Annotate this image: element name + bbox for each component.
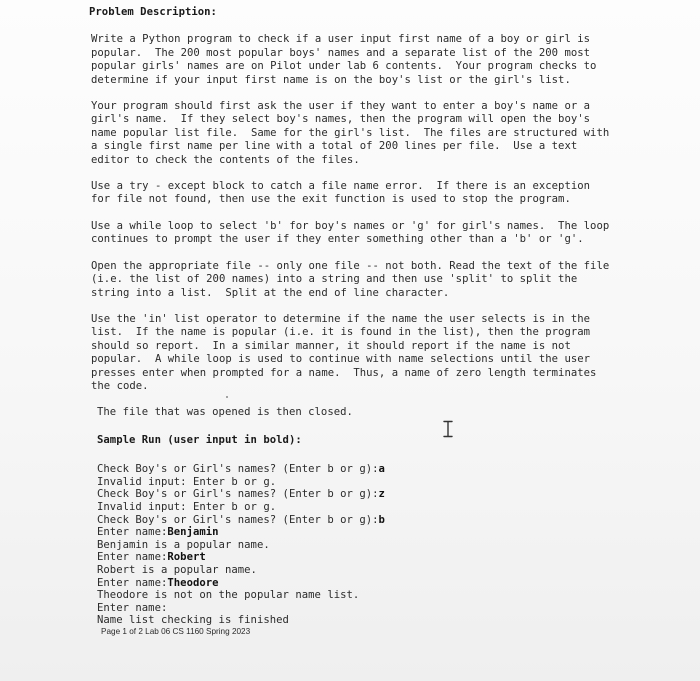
problem-description-heading: Problem Description: bbox=[89, 6, 217, 18]
paragraph-line: Open the appropriate file -- only one file -- not both. Read the text of the file bbox=[91, 259, 610, 272]
paragraph-line: Use the 'in' list operator to determine if the name the user selects is in the bbox=[91, 312, 591, 325]
paragraph bbox=[91, 260, 669, 300]
prompt-text: Theodore is not on the popular name list. bbox=[97, 589, 360, 602]
paragraph-line: list. If the name is popular (i.e. it is found in the list), then the program bbox=[91, 326, 591, 339]
stray-dot bbox=[226, 396, 228, 398]
prompt-text: Check Boy's or Girl's names? (Enter b or g): bbox=[97, 513, 379, 526]
paragraph-line: editor to check the contents of the files. bbox=[91, 153, 360, 166]
user-input-text: Robert bbox=[167, 551, 206, 564]
paragraph-line: for file not found, then use the exit function is used to stop the program. bbox=[91, 193, 571, 206]
user-input-text: z bbox=[378, 488, 385, 501]
prompt-text: Check Boy's or Girl's names? (Enter b or g): bbox=[97, 488, 379, 501]
user-input-text: b bbox=[378, 513, 385, 526]
paragraph bbox=[91, 220, 669, 247]
sample-run-line bbox=[97, 564, 669, 577]
sample-run-line bbox=[97, 488, 669, 501]
paragraph-line: string into a list. Split at the end of line character. bbox=[91, 286, 450, 299]
prompt-text: Enter name: bbox=[97, 601, 168, 614]
paragraph-line: continues to prompt the user if they enter something other than a 'b' or 'g'. bbox=[91, 233, 584, 246]
prompt-text: Check Boy's or Girl's names? (Enter b or g): bbox=[97, 463, 379, 476]
paragraph-line: Use a try - except block to catch a file name error. If there is an exception bbox=[91, 180, 591, 193]
sample-run-line bbox=[97, 476, 669, 489]
sample-run-line bbox=[97, 463, 669, 476]
text-cursor-icon bbox=[441, 420, 455, 438]
user-input-text: Theodore bbox=[167, 576, 219, 589]
sample-run bbox=[97, 463, 669, 627]
sample-run-heading: Sample Run (user input in bold): bbox=[97, 433, 302, 446]
paragraphs bbox=[89, 33, 669, 393]
prompt-text: Name list checking is finished bbox=[97, 614, 289, 627]
paragraph-line: determine if your input first name is on the boy's list or the girl's list. bbox=[91, 73, 571, 86]
document-body bbox=[89, 6, 669, 627]
sample-run-line bbox=[97, 514, 669, 527]
sample-run-line bbox=[97, 551, 669, 564]
prompt-text: Invalid input: Enter b or g. bbox=[97, 475, 277, 488]
paragraph-line: name popular list file. Same for the girl's list. The files are structured with bbox=[91, 126, 610, 139]
prompt-text: Enter name: bbox=[97, 551, 168, 564]
user-input-text: Benjamin bbox=[167, 526, 219, 539]
prompt-text: Invalid input: Enter b or g. bbox=[97, 500, 277, 513]
prompt-text: Benjamin is a popular name. bbox=[97, 538, 270, 551]
page-footer: Page 1 of 2 Lab 06 CS 1160 Spring 2023 bbox=[101, 627, 251, 636]
paragraph-line: popular girls' names are on Pilot under lab 6 contents. Your program checks to bbox=[91, 60, 597, 73]
paragraph-line: Write a Python program to check if a user input first name of a boy or girl is bbox=[91, 33, 591, 46]
sample-run-line bbox=[97, 614, 669, 627]
user-input-text: a bbox=[378, 463, 385, 476]
closing-line: The file that was opened is then closed. bbox=[97, 406, 353, 419]
prompt-text: Robert is a popular name. bbox=[97, 563, 257, 576]
sample-run-line bbox=[97, 602, 669, 615]
paragraph-line: a single first name per line with a total of 200 lines per file. Use a text bbox=[91, 140, 578, 153]
sample-run-line bbox=[97, 539, 669, 552]
paragraph-line: popular. A while loop is used to continue with name selections until the user bbox=[91, 353, 591, 366]
sample-run-line bbox=[97, 501, 669, 514]
sample-run-line bbox=[97, 526, 669, 539]
paragraph-line: should so report. In a similar manner, it should report if the name is not bbox=[91, 339, 571, 352]
sample-run-line bbox=[97, 589, 669, 602]
paragraph-line: popular. The 200 most popular boys' names and a separate list of the 200 most bbox=[91, 46, 591, 59]
paragraph-line: Your program should first ask the user if they want to enter a boy's name or a bbox=[91, 100, 591, 113]
paragraph bbox=[91, 33, 669, 87]
prompt-text: Enter name: bbox=[97, 526, 168, 539]
sample-run-line bbox=[97, 577, 669, 590]
paragraph-line: Use a while loop to select 'b' for boy's names or 'g' for girl's names. The loop bbox=[91, 219, 610, 232]
paragraph bbox=[91, 100, 669, 167]
paragraph-line: the code. bbox=[91, 379, 149, 392]
paragraph-line: girl's name. If they select boy's names, then the program will open the boy's bbox=[91, 113, 591, 126]
paragraph bbox=[91, 180, 669, 207]
paragraph-line: (i.e. the list of 200 names) into a string and then use 'split' to split the bbox=[91, 273, 578, 286]
paragraph-line: presses enter when prompted for a name. Thus, a name of zero length terminates bbox=[91, 366, 597, 379]
paragraph bbox=[91, 313, 669, 393]
prompt-text: Enter name: bbox=[97, 576, 168, 589]
